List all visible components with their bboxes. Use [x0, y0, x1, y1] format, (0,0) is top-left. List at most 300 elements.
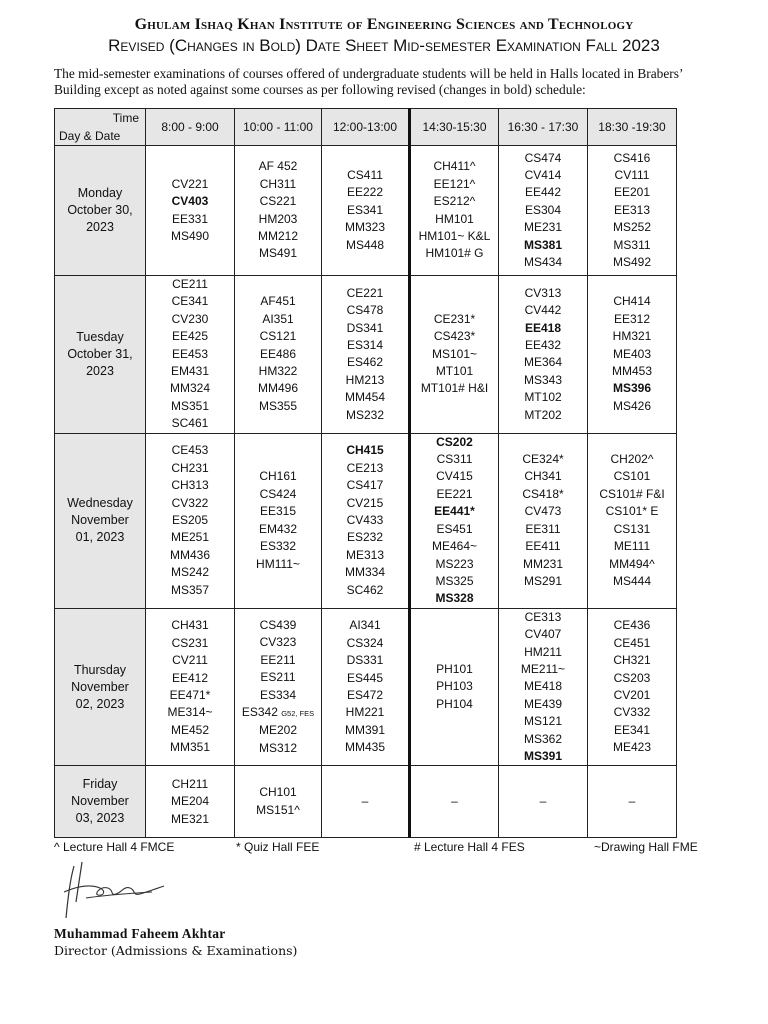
course-code — [411, 696, 498, 713]
slot-cell — [322, 608, 410, 766]
slot-header: 16:30 - 17:30 — [499, 109, 588, 146]
course-code — [322, 184, 408, 201]
course-code-text: HM221 — [345, 705, 385, 720]
course-code-text: CE341 — [171, 294, 209, 309]
course-code — [146, 529, 234, 546]
course-code — [588, 184, 676, 201]
course-code-text: HM213 — [345, 372, 385, 387]
course-code-text: EE341 — [613, 722, 651, 737]
course-code — [588, 346, 676, 363]
course-code-text: MS325 — [435, 573, 474, 588]
course-code-text: ES332 — [259, 539, 297, 554]
course-code — [499, 626, 587, 643]
course-code — [588, 521, 676, 538]
course-code-text: CV414 — [524, 167, 562, 182]
course-code — [322, 529, 408, 546]
course-code-text: EE222 — [346, 185, 384, 200]
course-code-text: CV407 — [524, 627, 562, 642]
course-code-text: ES232 — [346, 530, 384, 545]
legend-lecture-hall-fes: # Lecture Hall 4 FES — [414, 840, 525, 854]
course-code — [588, 503, 676, 520]
course-code — [235, 193, 321, 210]
course-code — [588, 617, 676, 634]
course-code-text: ME403 — [612, 346, 652, 361]
course-code — [411, 793, 498, 810]
course-code-text: CV221 — [171, 176, 209, 191]
course-code — [146, 722, 234, 739]
course-code — [499, 573, 587, 590]
course-code — [235, 538, 321, 555]
course-code — [146, 477, 234, 494]
course-code-text: MS444 — [612, 573, 652, 588]
slot-cell — [410, 766, 499, 838]
slot-cell — [146, 276, 235, 434]
course-code — [235, 802, 321, 819]
slot-cell — [499, 608, 588, 766]
course-code — [322, 442, 408, 459]
course-code — [322, 722, 408, 739]
course-code — [235, 556, 321, 573]
course-code-text: PH103 — [436, 679, 473, 694]
schedule-row — [55, 433, 677, 608]
slot-cell — [235, 608, 322, 766]
course-code — [235, 293, 321, 310]
course-code-text: MS492 — [612, 255, 652, 270]
course-code-text: CH311 — [259, 176, 297, 191]
course-code — [146, 380, 234, 397]
course-code — [146, 582, 234, 599]
course-code-text: EM432 — [258, 521, 298, 536]
course-code-text: CH202^ — [610, 452, 654, 467]
course-code — [411, 451, 498, 468]
day-date-line: Thursday — [73, 662, 127, 677]
course-code — [499, 320, 587, 337]
course-code-text: CS416 — [613, 150, 651, 165]
course-code-text: CH414 — [613, 294, 651, 309]
course-code — [146, 346, 234, 363]
course-code-text: EE432 — [524, 337, 562, 352]
course-code — [411, 311, 498, 328]
course-code — [499, 407, 587, 424]
exam-schedule-table — [54, 108, 677, 838]
course-code-text: CH321 — [613, 653, 651, 668]
course-code-text: ME211~ — [520, 661, 566, 676]
course-code — [322, 793, 408, 810]
course-code — [588, 363, 676, 380]
course-code-text: HM322 — [258, 364, 298, 379]
course-code-text: CH431 — [171, 618, 209, 633]
course-code — [499, 219, 587, 236]
course-code-text: MM453 — [611, 364, 652, 379]
course-code — [588, 219, 676, 236]
course-code-text: CH415 — [346, 443, 384, 458]
course-code — [411, 556, 498, 573]
course-code — [146, 228, 234, 245]
course-code-text: CS311 — [436, 452, 473, 467]
course-code-text: EE221 — [436, 486, 473, 501]
signatory-title: Director (Admissions & Examinations) — [54, 943, 298, 958]
course-code-text: CE313 — [524, 609, 562, 624]
course-code — [588, 311, 676, 328]
course-code-text: CH341 — [524, 469, 562, 484]
course-code-text: ME202 — [258, 723, 298, 738]
course-code-text: MS355 — [258, 398, 298, 413]
course-code-text: AF 452 — [258, 159, 298, 174]
course-code — [322, 547, 408, 564]
course-code — [411, 193, 498, 210]
course-code-text: EE121^ — [433, 176, 476, 191]
slot-cell — [410, 276, 499, 434]
course-code-text: MT202 — [524, 407, 562, 422]
course-code — [235, 784, 321, 801]
course-code-text: ES462 — [346, 355, 384, 370]
course-code-text: MM435 — [344, 740, 385, 755]
course-code-text: MS381 — [523, 237, 563, 252]
course-code — [322, 635, 408, 652]
course-code — [322, 582, 408, 599]
course-code — [588, 380, 676, 397]
course-code — [235, 617, 321, 634]
course-code — [146, 687, 234, 704]
course-code-text: DS331 — [346, 653, 384, 668]
course-code-text: MM351 — [169, 740, 210, 755]
slot-cell — [410, 146, 499, 276]
course-venue-note: G52, FES — [281, 708, 315, 718]
course-code-text: ME418 — [523, 679, 563, 694]
course-code-text: MS448 — [345, 237, 385, 252]
course-code — [146, 564, 234, 581]
course-code — [499, 521, 587, 538]
course-code — [235, 740, 321, 757]
day-date-line: 2023 — [86, 363, 114, 378]
course-code-text: MS351 — [170, 398, 210, 413]
course-code-text: ME364 — [523, 355, 563, 370]
course-code — [322, 512, 408, 529]
course-code — [146, 211, 234, 228]
course-code — [588, 150, 676, 167]
course-code — [322, 564, 408, 581]
course-code-text: CS478 — [346, 303, 384, 318]
day-date-cell — [55, 276, 146, 434]
course-code — [146, 652, 234, 669]
course-code-text: ME314~ — [167, 705, 213, 720]
course-code-text: EE442 — [524, 185, 562, 200]
course-code — [322, 704, 408, 721]
course-code — [499, 468, 587, 485]
course-code-text: CS474 — [524, 150, 562, 165]
course-code-text: ME231 — [523, 220, 563, 235]
course-code — [322, 407, 408, 424]
course-code-text: MS357 — [170, 582, 210, 597]
course-code-text: EE412 — [171, 670, 209, 685]
legend-quiz-hall-fee: * Quiz Hall FEE — [236, 840, 320, 854]
course-code-text: CH101 — [259, 785, 297, 800]
course-code-text: MS490 — [170, 228, 210, 243]
course-code-text: PH104 — [436, 696, 473, 711]
course-code — [146, 176, 234, 193]
course-code — [411, 590, 498, 607]
course-code — [411, 158, 498, 175]
course-code-text: CS101* E — [605, 504, 659, 519]
slot-cell — [146, 766, 235, 838]
course-code-text: EE486 — [259, 346, 297, 361]
course-code-text: EE411 — [525, 539, 561, 554]
slot-cell — [499, 766, 588, 838]
course-code — [411, 245, 498, 262]
course-code-text: MM436 — [169, 547, 210, 562]
course-code-text: MS291 — [523, 573, 563, 588]
schedule-row — [55, 276, 677, 434]
day-date-cell — [55, 146, 146, 276]
course-code — [322, 739, 408, 756]
course-code — [499, 644, 587, 661]
course-code-text: MS121 — [523, 714, 563, 729]
course-code — [499, 713, 587, 730]
course-code-text: CS424 — [259, 486, 297, 501]
course-code-text: EE331 — [171, 211, 209, 226]
course-code — [588, 573, 676, 590]
slot-header: 10:00 - 11:00 — [235, 109, 322, 146]
course-code — [411, 380, 498, 397]
course-code-text: MM494^ — [609, 556, 655, 571]
course-code-text: MM231 — [522, 556, 563, 571]
course-code — [235, 468, 321, 485]
slot-cell — [588, 433, 677, 608]
course-code-text: ES342 — [241, 704, 278, 719]
course-code — [588, 704, 676, 721]
course-code — [411, 176, 498, 193]
day-date-line: 01, 2023 — [75, 530, 125, 545]
course-code-text: CS418* — [522, 486, 564, 501]
course-code-text: CV415 — [436, 469, 473, 484]
day-date-line: Friday — [82, 777, 118, 792]
course-code-text: HM101~ K&L — [418, 228, 491, 243]
course-code — [322, 302, 408, 319]
course-code — [499, 167, 587, 184]
course-code — [235, 652, 321, 669]
slot-cell — [499, 146, 588, 276]
course-code — [146, 670, 234, 687]
course-code-text: CV323 — [259, 635, 297, 650]
course-code-text: MS343 — [523, 372, 563, 387]
course-code-text: MM391 — [344, 722, 385, 737]
course-code — [411, 486, 498, 503]
course-code-text: CE211 — [172, 277, 208, 291]
slot-header: 18:30 -19:30 — [588, 109, 677, 146]
course-code — [588, 293, 676, 310]
day-date-line: 03, 2023 — [75, 811, 125, 826]
course-code-text: CV201 — [613, 688, 651, 703]
course-code — [411, 573, 498, 590]
corner-header — [55, 109, 146, 146]
course-code — [499, 389, 587, 406]
course-code — [588, 237, 676, 254]
course-code — [146, 415, 234, 432]
course-code — [499, 678, 587, 695]
course-code — [235, 634, 321, 651]
corner-day-label: Day & Date — [59, 129, 121, 143]
course-code — [322, 372, 408, 389]
course-code-text: CE451 — [613, 635, 651, 650]
course-code-text: ME452 — [170, 722, 210, 737]
slot-header: 14:30-15:30 — [410, 109, 499, 146]
day-date-line: 2023 — [86, 220, 114, 234]
course-code-text: EE441* — [434, 504, 475, 519]
course-code-text: – — [361, 794, 369, 809]
course-code-text: CH161 — [259, 469, 297, 484]
course-code-text: MS232 — [345, 407, 385, 422]
course-code-text: MS396 — [612, 381, 652, 396]
course-code — [411, 468, 498, 485]
course-code-text: ES445 — [346, 670, 384, 685]
course-code — [235, 245, 321, 262]
course-code — [411, 363, 498, 380]
slot-cell — [146, 608, 235, 766]
course-code — [322, 219, 408, 236]
course-code — [588, 538, 676, 555]
legend-drawing-hall-fme: ~Drawing Hall FME — [594, 840, 698, 854]
day-date-line: Wednesday — [67, 496, 133, 511]
course-code — [322, 167, 408, 184]
course-code — [235, 669, 321, 686]
course-code-text: MS426 — [612, 398, 652, 413]
course-code-text: MM324 — [169, 381, 210, 396]
course-code-text: MT101# H&I — [420, 381, 489, 396]
course-code-text: PH101 — [436, 661, 473, 676]
course-code — [235, 722, 321, 739]
course-code-text: CH231 — [171, 460, 209, 475]
header-row — [55, 109, 677, 146]
course-code-text: CH411^ — [433, 159, 476, 174]
course-code-text: HM101 — [435, 211, 474, 226]
course-code — [146, 811, 234, 828]
course-code-text: – — [451, 794, 458, 809]
course-code — [322, 687, 408, 704]
course-code — [146, 363, 234, 380]
course-code — [146, 442, 234, 459]
course-code — [588, 398, 676, 415]
schedule-row — [55, 146, 677, 276]
day-date-line: October 31, — [67, 346, 133, 361]
slot-cell — [588, 608, 677, 766]
course-code — [235, 211, 321, 228]
slot-cell — [235, 146, 322, 276]
corner-time-label: Time — [112, 111, 139, 125]
day-date-line: November — [71, 794, 129, 809]
course-code-text: EE453 — [171, 346, 209, 361]
course-code — [588, 254, 676, 271]
slot-cell — [235, 276, 322, 434]
course-code — [499, 486, 587, 503]
course-code-text: CV211 — [172, 653, 208, 668]
course-code — [322, 477, 408, 494]
course-code-text: ME204 — [170, 794, 210, 809]
course-code — [588, 451, 676, 468]
course-code-text: EE311 — [525, 521, 561, 536]
course-code-text: CS423* — [433, 329, 476, 344]
course-code — [588, 635, 676, 652]
slot-cell — [322, 146, 410, 276]
course-code-text: MM334 — [344, 565, 385, 580]
course-code-text: HM203 — [258, 211, 298, 226]
course-code — [499, 793, 587, 810]
course-code — [588, 739, 676, 756]
course-code-text: ME313 — [345, 547, 385, 562]
course-code — [499, 237, 587, 254]
course-code-text: MM212 — [257, 228, 298, 243]
course-code-text: CE221 — [346, 285, 384, 300]
course-code-text: CS202 — [436, 434, 473, 449]
course-code-text: DS341 — [346, 320, 384, 335]
slot-cell — [588, 766, 677, 838]
course-code-text: SC462 — [346, 582, 384, 597]
course-code-text: MM496 — [257, 381, 298, 396]
course-code — [235, 486, 321, 503]
course-code-text: MT102 — [524, 390, 562, 405]
slot-cell — [410, 433, 499, 608]
course-code — [499, 556, 587, 573]
course-code — [588, 722, 676, 739]
course-code-text: CS439 — [259, 617, 297, 632]
course-code-text: CS101 — [613, 469, 651, 484]
course-code-text: AI351 — [262, 311, 294, 326]
course-code-text: EE425 — [171, 329, 209, 344]
course-code-text: CV111 — [614, 167, 650, 182]
course-code-text: CV322 — [171, 495, 209, 510]
course-code — [235, 328, 321, 345]
course-code — [411, 661, 498, 678]
handwritten-signature — [60, 858, 170, 927]
course-code — [588, 486, 676, 503]
course-code — [235, 398, 321, 415]
course-code-text: ES472 — [346, 688, 384, 703]
course-code — [235, 503, 321, 520]
document-subtitle: Revised (Changes in Bold) Date Sheet Mid-semester Examination Fall 2023 — [108, 36, 660, 55]
course-code-text: CH211 — [171, 776, 209, 791]
course-code — [411, 521, 498, 538]
course-code — [322, 670, 408, 687]
day-date-line: November — [71, 679, 129, 694]
slot-cell — [588, 146, 677, 276]
course-code-text: MS311 — [613, 237, 651, 252]
course-code — [588, 328, 676, 345]
course-code-text: ES451 — [436, 521, 473, 536]
course-code — [411, 503, 498, 520]
course-code-text: MS242 — [170, 565, 210, 580]
course-code-text: EE418 — [524, 320, 562, 335]
course-code-text: ME321 — [170, 811, 210, 826]
course-code — [499, 302, 587, 319]
course-code-text: CE436 — [613, 618, 651, 633]
course-code — [588, 652, 676, 669]
course-code — [499, 696, 587, 713]
course-code — [235, 363, 321, 380]
course-code-text: CV403 — [171, 194, 209, 209]
course-code — [146, 193, 234, 210]
course-code-text: ES205 — [171, 512, 209, 527]
course-code — [322, 320, 408, 337]
course-code — [499, 202, 587, 219]
course-code — [235, 311, 321, 328]
course-code — [499, 731, 587, 748]
course-code-text: EM431 — [170, 364, 210, 379]
day-date-cell — [55, 766, 146, 838]
course-code — [235, 704, 321, 722]
course-code-text: CV433 — [346, 512, 384, 527]
course-code-text: CS411 — [347, 167, 383, 182]
course-code — [499, 538, 587, 555]
course-code-text: SC461 — [171, 416, 209, 431]
